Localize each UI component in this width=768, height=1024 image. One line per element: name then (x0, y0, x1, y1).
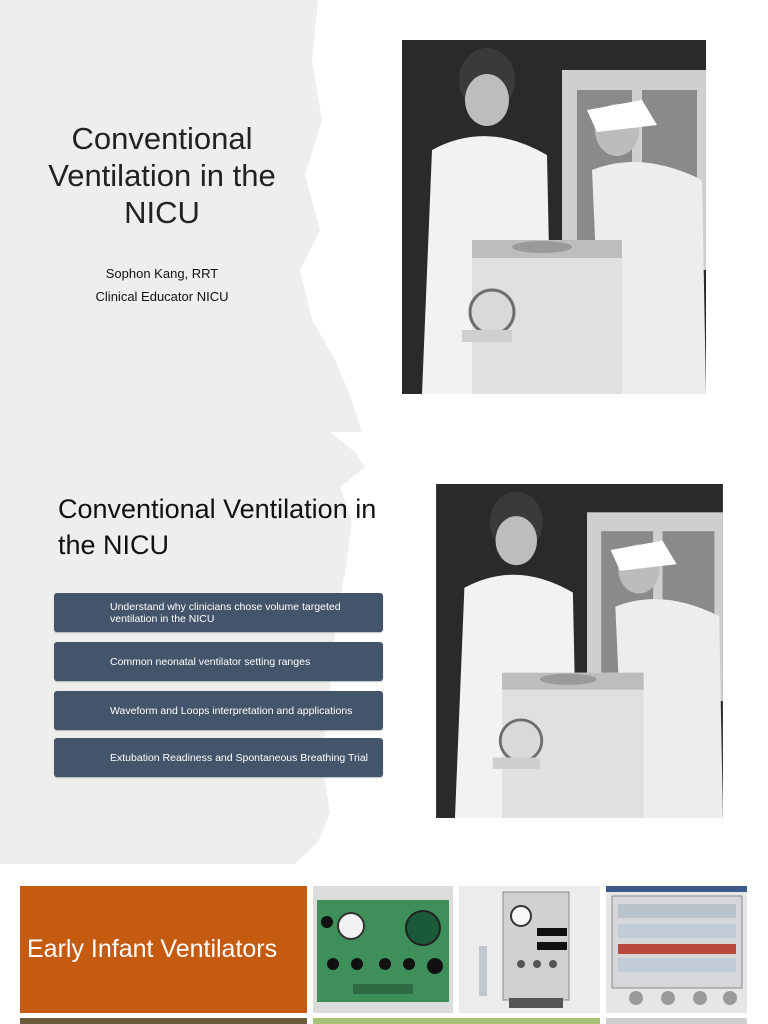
photo-strip-green (313, 1018, 600, 1024)
photo-strip-gray (606, 1018, 747, 1024)
slide-title: Conventional Ventilation in the NICU (48, 121, 276, 231)
early-ventilators-slide (0, 864, 768, 1024)
agenda-item (54, 691, 383, 730)
presenter-info (40, 262, 284, 308)
agenda-item-label: Understand why clinicians chose volume targeted ventilation in the NICU (110, 600, 341, 625)
ventilator-panel-green-photo (313, 886, 453, 1013)
title-slide (0, 0, 768, 432)
slide-title: Conventional Ventilation in the NICU (58, 494, 377, 560)
agenda-item-label: Waveform and Loops interpretation and applications (110, 704, 353, 717)
agenda-item (54, 738, 383, 777)
ventilator-digital-panel-photo (606, 886, 747, 1013)
slide-title: Early Infant Ventilators (20, 886, 307, 1013)
historic-ventilator-photo (432, 484, 727, 818)
photo-strip-brown (20, 1018, 307, 1024)
agenda-item-label: Common neonatal ventilator setting ranges (110, 655, 311, 668)
agenda-item (54, 593, 383, 632)
historic-ventilator-photo (402, 40, 706, 394)
agenda-item (54, 642, 383, 681)
objectives-slide (0, 432, 768, 864)
ventilator-bird-photo (459, 886, 600, 1013)
presenter-name: Sophon Kang, RRT (105, 266, 219, 281)
agenda-item-label: Extubation Readiness and Spontaneous Breathing Trial (110, 751, 369, 764)
presenter-role: Clinical Educator NICU (95, 289, 229, 304)
